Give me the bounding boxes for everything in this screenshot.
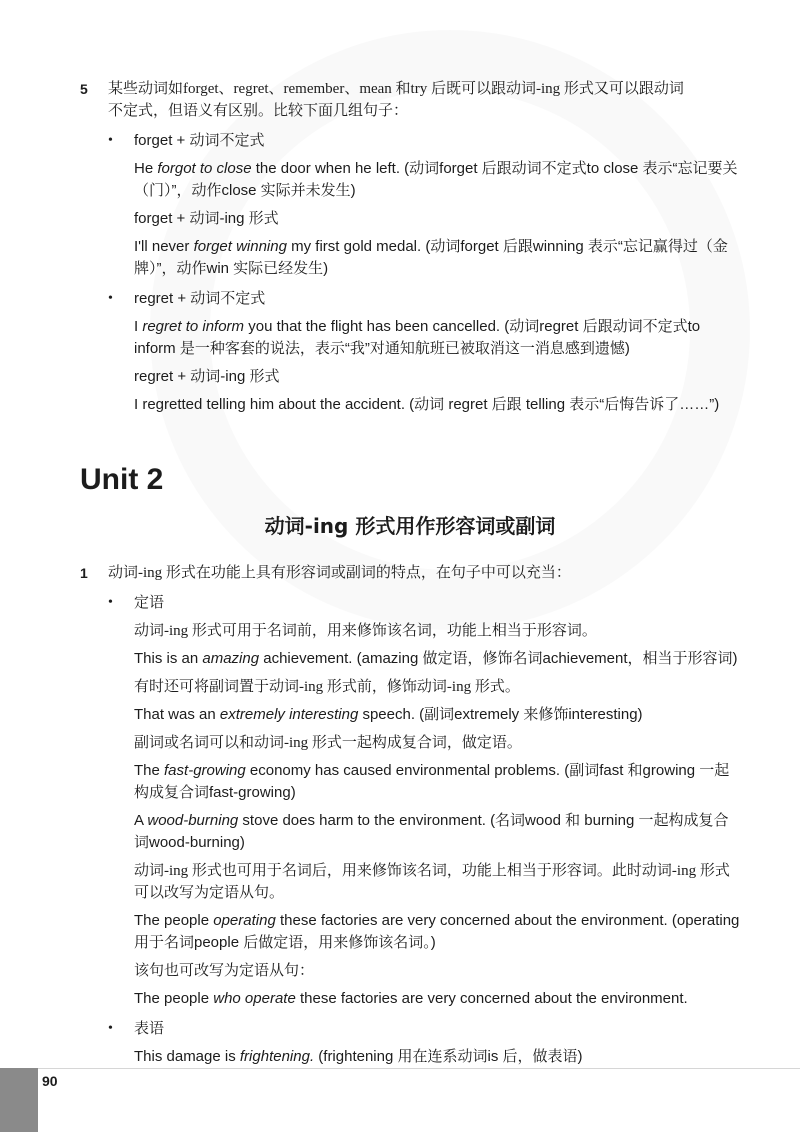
example-emphasis: forgot to close <box>157 160 252 177</box>
example-text: these factories are very concerned about the environment. <box>295 990 688 1007</box>
example-sentence <box>134 704 740 726</box>
bullet-icon: • <box>108 595 113 610</box>
unit-title: Unit 2 <box>80 463 164 496</box>
intro-text <box>108 78 740 122</box>
footer-divider <box>38 1068 800 1069</box>
example-emphasis: who operate <box>213 990 296 1007</box>
example-text: This damage is <box>134 1048 240 1065</box>
item-number: 1 <box>80 565 88 581</box>
explanation-text: 该句也可改写为定语从句： <box>134 963 315 979</box>
example-sentence <box>134 648 740 670</box>
bullet-label: forget + 动词不定式 <box>134 132 265 149</box>
bullet-regret <box>108 288 740 310</box>
item-number: 5 <box>80 81 88 97</box>
example-text: you that the flight has been cancelled. (动词regret 后跟动词不定式to inform 是一种客套的说法，表示“我”对通知航班已被取消这一消息感到遗憾) <box>134 318 701 357</box>
regret-examples <box>134 316 740 416</box>
numbered-paragraph <box>80 562 740 584</box>
predicative-content <box>134 1046 740 1068</box>
example-emphasis: forget winning <box>193 238 287 255</box>
example-text: This is an <box>134 650 203 667</box>
example-emphasis: operating <box>213 912 276 929</box>
example-text: stove does harm to the environment. (名词wood 和 burning 一起构成复合词wood-burning) <box>134 812 729 851</box>
section-1 <box>80 562 740 1074</box>
example-emphasis: fast-growing <box>164 762 246 779</box>
explanation-text: 有时还可将副词置于动词-ing 形式前，修饰动词-ing 形式。 <box>134 679 520 695</box>
intro-line-1: 某些动词如forget、regret、remember、mean 和try 后既可以跟动词-ing 形式又可以跟动词 <box>108 81 684 97</box>
example-text: The <box>134 762 165 779</box>
bullet-label: regret + 动词不定式 <box>134 290 266 307</box>
bullet-label: 表语 <box>134 1021 165 1037</box>
numbered-paragraph <box>80 78 740 122</box>
example-sentence <box>134 910 740 954</box>
section-heading: 动词-ing 形式用作形容词或副词 <box>264 514 556 538</box>
example-text: A <box>134 812 148 829</box>
example-sentence <box>134 316 740 360</box>
page-number: 90 <box>42 1073 58 1089</box>
example-emphasis: regret to inform <box>142 318 245 335</box>
example-text: The people <box>134 912 214 929</box>
intro-text: 动词-ing 形式在功能上具有形容词或副词的特点，在句子中可以充当： <box>108 565 571 581</box>
sub-label: regret + 动词-ing 形式 <box>134 368 280 385</box>
explanation-text: 副词或名词可以和动词-ing 形式一起构成复合词，做定语。 <box>134 735 522 751</box>
example-text: I'll never <box>134 238 194 255</box>
explanation-text: 动词-ing 形式可用于名词前，用来修饰该名词，功能上相当于形容词。 <box>134 623 597 639</box>
example-sentence <box>134 988 740 1010</box>
bullet-attributive <box>108 592 740 614</box>
bullet-forget <box>108 130 740 152</box>
example-emphasis: amazing <box>202 650 260 667</box>
example-text: (frightening 用在连系动词is 后，做表语) <box>314 1048 583 1065</box>
example-sentence <box>134 760 740 804</box>
section-5 <box>80 78 740 422</box>
example-sentence <box>134 394 740 416</box>
example-text: I <box>134 318 143 335</box>
sub-label: forget + 动词-ing 形式 <box>134 210 279 227</box>
bullet-label: 定语 <box>134 595 165 611</box>
bullet-icon: • <box>108 133 113 148</box>
forget-examples <box>134 158 740 280</box>
example-emphasis: frightening. <box>239 1048 315 1065</box>
example-text: economy has caused environmental problems. (副词fast 和growing 一起构成复合词fast-growing) <box>134 762 730 801</box>
example-text: The people <box>134 990 214 1007</box>
example-text: I regretted telling him about the accident. (动词 regret 后跟 telling 表示“后悔告诉了……”) <box>134 396 720 413</box>
example-text: That was an <box>134 706 220 723</box>
example-sentence <box>134 1046 740 1068</box>
bullet-icon: • <box>108 291 113 306</box>
example-emphasis: extremely interesting <box>219 706 359 723</box>
intro-line-2: 不定式，但语义有区别。比较下面几组句子： <box>108 103 409 119</box>
bullet-icon: • <box>108 1021 113 1036</box>
example-text: the door when he left. (动词forget 后跟动词不定式to close 表示“忘记要关（门）”，动作close 实际并未发生) <box>134 160 738 199</box>
example-text: speech. (副词extremely 来修饰interesting) <box>358 706 643 723</box>
example-emphasis: wood-burning <box>147 812 239 829</box>
example-text: these factories are very concerned about the environment. (operating 用于名词people 后做定语，用来修饰该名词。) <box>134 912 740 951</box>
example-text: my first gold medal. (动词forget 后跟winning 表示“忘记赢得过（金牌）”，动作win 实际已经发生) <box>134 238 728 277</box>
example-text: achievement. (amazing 做定语，修饰名词achievement，相当于形容词) <box>259 650 738 667</box>
example-text: He <box>134 160 158 177</box>
example-sentence <box>134 158 740 202</box>
attributive-content <box>134 620 740 1010</box>
footer-tab <box>0 1068 38 1132</box>
explanation-text: 动词-ing 形式也可用于名词后，用来修饰该名词，功能上相当于形容词。此时动词-ing 形式可以改写为定语从句。 <box>134 863 730 901</box>
example-sentence <box>134 810 740 854</box>
bullet-predicative <box>108 1018 740 1040</box>
example-sentence <box>134 236 740 280</box>
